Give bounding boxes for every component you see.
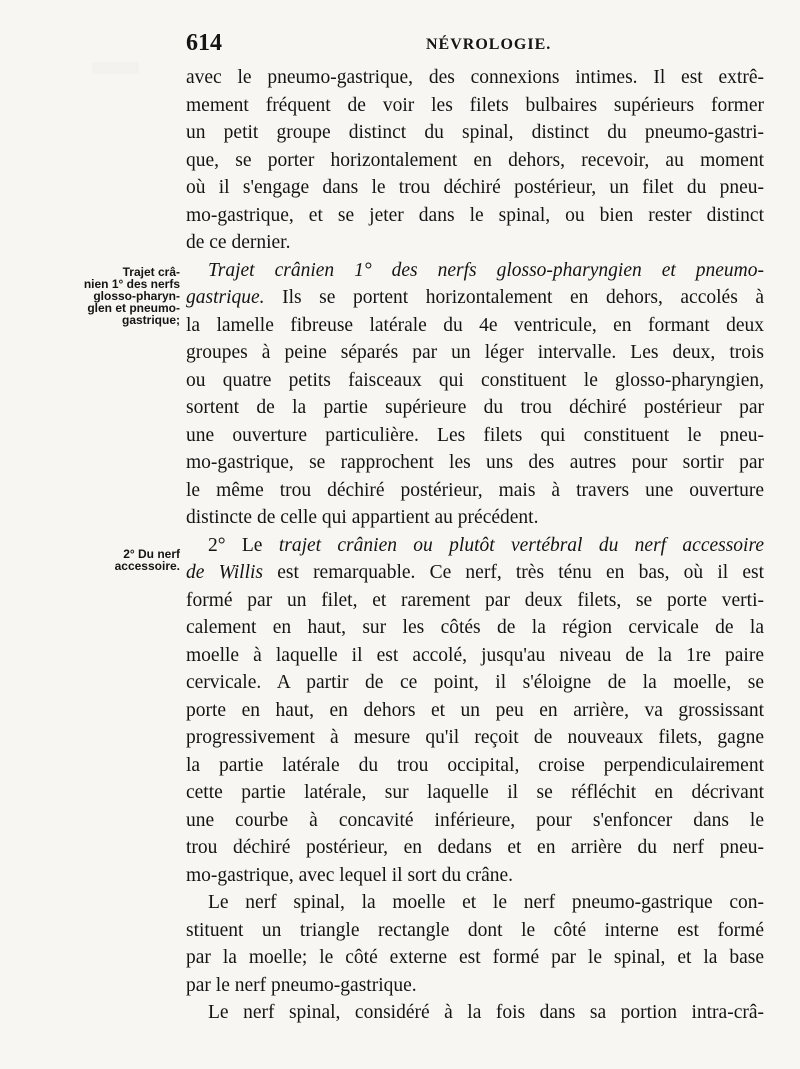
text-line	[186, 257, 764, 285]
text-line: Le nerf spinal, considéré à la fois dans sa portion intra-crâ-	[208, 1002, 764, 1023]
margin-note-line: nien 1° des nerfs	[83, 277, 180, 291]
margin-note-line: accessoire.	[114, 559, 180, 573]
text-line	[186, 284, 764, 312]
italic-heading: gastrique.	[186, 287, 265, 308]
margin-note-line: 2° Du nerf	[123, 547, 180, 561]
text-line: porte en haut, en dehors et un peu en arrière, va grossissant	[186, 699, 764, 721]
margin-note-line: gastrique;	[121, 313, 180, 327]
text-line: mo-gastrique, avec lequel il sort du crâne.	[186, 864, 514, 886]
text-line: cervicale. A partir de ce point, il s'éloigne de la moelle, se	[186, 672, 764, 693]
text-line: avec le pneumo-gastrique, des connexions intimes. Il est extrê-	[186, 67, 764, 88]
text-line: le même trou déchiré postérieur, mais à travers une ouverture	[186, 479, 764, 501]
paragraph	[186, 257, 764, 532]
text-line: calement en haut, sur les côtés de la région cervicale de la	[186, 617, 764, 638]
running-head: NÉVROLOGIE.	[426, 36, 552, 53]
text-span: Ils se portent horizontalement en dehors, accolés à	[264, 287, 764, 308]
text-line: la partie latérale du trou occipital, croise perpendiculairement	[186, 754, 764, 776]
text-line: ou quatre petits faisceaux qui constituent le glosso-pharyngien,	[186, 369, 764, 391]
page-number: 614	[186, 30, 222, 56]
text-line: mo-gastrique, se rapprochent les uns des autres pour sortir par	[186, 452, 764, 473]
margin-note-nerf-accessoire	[70, 548, 180, 572]
text-span: est remarquable. Ce nerf, très ténu en bas, où il est	[263, 562, 764, 583]
text-line: où il s'engage dans le trou déchiré postérieur, un filet du pneu-	[186, 177, 764, 198]
text-line: progressivement à mesure qu'il reçoit de nouveaux filets, gagne	[186, 727, 764, 748]
text-line: par la moelle; le côté externe est formé par le spinal, et la base	[186, 947, 764, 968]
text-line: une ouverture particulière. Les filets qui constituent le pneu-	[186, 424, 764, 446]
text-line: la lamelle fibreuse latérale du 4e ventricule, en formant deux	[186, 314, 764, 336]
italic-heading: de Willis	[186, 562, 264, 583]
text-line: une courbe à concavité inférieure, pour s'enfoncer dans le	[186, 809, 764, 831]
text-line: formé par un filet, et rarement par deux filets, se porte verti-	[186, 589, 764, 611]
margin-note-trajet-cranien	[70, 266, 180, 326]
italic-heading: Trajet crânien 1° des nerfs glosso-pharyngien et pneumo-	[208, 259, 764, 281]
text-line: cette partie latérale, sur laquelle il se réfléchit en décrivant	[186, 782, 764, 803]
text-line: groupes à peine séparés par un léger intervalle. Les deux, trois	[186, 342, 764, 363]
page-header	[186, 30, 766, 60]
text-line: distincte de celle qui appartient au précédent.	[186, 507, 539, 528]
bleed-through-text: ▒▒▒▒▒▒	[92, 62, 139, 74]
italic-heading: trajet crânien ou plutôt vertébral du nerf accessoire	[278, 534, 764, 556]
margin-note-line: glen et pneumo-	[87, 301, 180, 315]
text-line: trou déchiré postérieur, en dedans et en arrière du nerf pneu-	[186, 837, 764, 858]
margin-note-line: glosso-pharyn-	[93, 289, 180, 303]
paragraph	[186, 532, 764, 890]
text-line: par le nerf pneumo-gastrique.	[186, 974, 417, 996]
paragraph	[186, 889, 764, 999]
text-line: moelle à laquelle il est accolé, jusqu'au niveau de la 1re paire	[186, 644, 764, 666]
text-line	[186, 559, 764, 587]
text-line	[186, 532, 764, 560]
text-line: stituent un triangle rectangle dont le côté interne est formé	[186, 919, 764, 941]
body-text	[186, 64, 764, 1027]
text-line: de ce dernier.	[186, 232, 291, 253]
text-span: 2° Le	[208, 534, 279, 556]
text-line: sortent de la partie supérieure du trou déchiré postérieur par	[186, 397, 764, 418]
margin-note-line: Trajet crâ-	[122, 265, 180, 279]
text-line: mo-gastrique, et se jeter dans le spinal, ou bien rester distinct	[186, 204, 764, 226]
text-line: que, se porter horizontalement en dehors, recevoir, au moment	[186, 149, 764, 171]
text-line: un petit groupe distinct du spinal, distinct du pneumo-gastri-	[186, 122, 764, 143]
text-line: Le nerf spinal, la moelle et le nerf pneumo-gastrique con-	[208, 892, 764, 913]
paragraph	[186, 999, 764, 1027]
text-line: mement fréquent de voir les filets bulbaires supérieurs former	[186, 94, 764, 116]
paragraph	[186, 64, 764, 257]
